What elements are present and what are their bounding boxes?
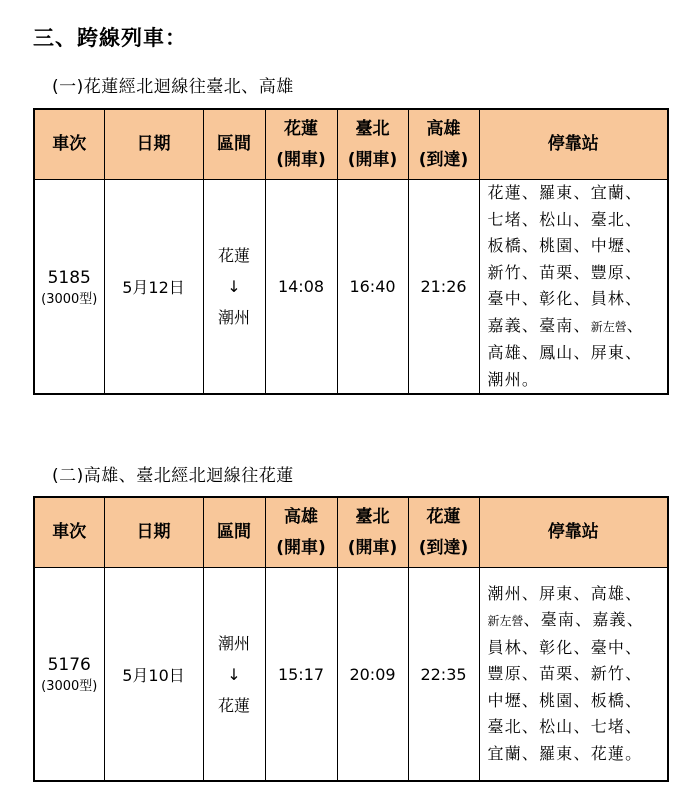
stop-line: 豐原、苗栗、新竹、 xyxy=(487,664,643,684)
stop-line: 宜蘭、羅東、花蓮。 xyxy=(487,743,643,763)
train-number: 5185 xyxy=(47,267,91,288)
cell-time-1: 15:17 xyxy=(265,568,337,782)
header-time-2-station: 臺北 xyxy=(355,506,390,527)
stop-line: 高雄、鳳山、屏東、 xyxy=(487,343,643,362)
table-header-row xyxy=(34,497,668,568)
schedule-table-2 xyxy=(33,496,669,782)
cell-time-1: 14:08 xyxy=(265,180,337,395)
cell-time-3: 22:35 xyxy=(408,568,479,782)
section-title-1: (一)花蓮經北迴線往臺北、高雄 xyxy=(52,77,294,97)
header-time-3 xyxy=(408,109,479,180)
stop-line: 板橋、桃園、中壢、 xyxy=(487,236,643,255)
cell-section xyxy=(203,180,265,395)
header-time-1-station: 花蓮 xyxy=(284,118,318,139)
header-time-3 xyxy=(408,497,479,568)
section-from: 潮州 xyxy=(217,633,250,653)
cell-date: 5月12日 xyxy=(104,180,203,395)
header-time-3-station: 花蓮 xyxy=(426,506,461,527)
header-time-3-station: 高雄 xyxy=(426,118,461,139)
header-time-3-action: (到達) xyxy=(418,149,469,170)
header-time-3-action: (到達) xyxy=(418,537,469,558)
header-stops: 停靠站 xyxy=(479,497,668,568)
schedule-table-1 xyxy=(33,108,669,395)
stop-line: 潮州、屏東、高雄、 xyxy=(487,583,643,603)
train-type: (3000型) xyxy=(41,679,98,694)
header-date: 日期 xyxy=(104,497,203,568)
cell-date: 5月10日 xyxy=(104,568,203,782)
table-row xyxy=(34,180,668,395)
cell-time-2: 16:40 xyxy=(337,180,408,395)
cell-train xyxy=(34,180,104,395)
header-time-2 xyxy=(337,109,408,180)
stop-line: 臺中、彰化、員林、 xyxy=(487,289,643,308)
header-time-1-action: (開車) xyxy=(276,149,326,170)
table-header-row xyxy=(34,109,668,180)
stop-line: 中壢、桃園、板橋、 xyxy=(487,690,643,710)
header-section: 區間 xyxy=(203,109,265,180)
header-train-no: 車次 xyxy=(34,109,104,180)
train-type: (3000型) xyxy=(41,291,98,307)
stop-line: 新左營、臺南、嘉義、 xyxy=(487,610,644,630)
stop-line: 臺北、松山、七堵、 xyxy=(487,717,643,737)
header-time-2-station: 臺北 xyxy=(355,118,390,139)
cell-time-3: 21:26 xyxy=(408,180,479,395)
header-time-1 xyxy=(265,109,337,180)
header-time-1-action: (開車) xyxy=(276,537,326,558)
down-arrow-icon: ↓ xyxy=(227,664,241,684)
header-date: 日期 xyxy=(104,109,203,180)
stop-line: 七堵、松山、臺北、 xyxy=(487,209,643,229)
cell-train xyxy=(34,568,104,782)
header-time-2 xyxy=(337,497,408,568)
cell-time-2: 20:09 xyxy=(337,568,408,782)
section-from: 花蓮 xyxy=(217,246,250,265)
header-time-1 xyxy=(265,497,337,568)
header-time-1-station: 高雄 xyxy=(284,506,318,527)
header-train-no: 車次 xyxy=(34,497,104,568)
main-heading: 三、跨線列車： xyxy=(33,26,187,50)
header-time-2-action: (開車) xyxy=(347,149,398,170)
down-arrow-icon: ↓ xyxy=(227,277,241,296)
header-section: 區間 xyxy=(203,497,265,568)
table-row xyxy=(34,568,668,782)
section-title-2: (二)高雄、臺北經北迴線往花蓮 xyxy=(52,466,294,486)
train-number: 5176 xyxy=(47,655,91,675)
section-to: 潮州 xyxy=(217,308,250,327)
stop-line: 員林、彰化、臺中、 xyxy=(487,637,643,657)
stop-line: 新竹、苗栗、豐原、 xyxy=(487,262,643,282)
stop-line: 花蓮、羅東、宜蘭、 xyxy=(487,183,643,202)
stop-line: 嘉義、臺南、新左營、 xyxy=(487,315,644,335)
header-stops: 停靠站 xyxy=(479,109,668,180)
section-to: 花蓮 xyxy=(217,695,250,715)
cell-stops xyxy=(479,568,668,782)
header-time-2-action: (開車) xyxy=(347,537,398,558)
cell-section xyxy=(203,568,265,782)
stop-line: 潮州。 xyxy=(487,369,540,389)
cell-stops xyxy=(479,180,668,395)
